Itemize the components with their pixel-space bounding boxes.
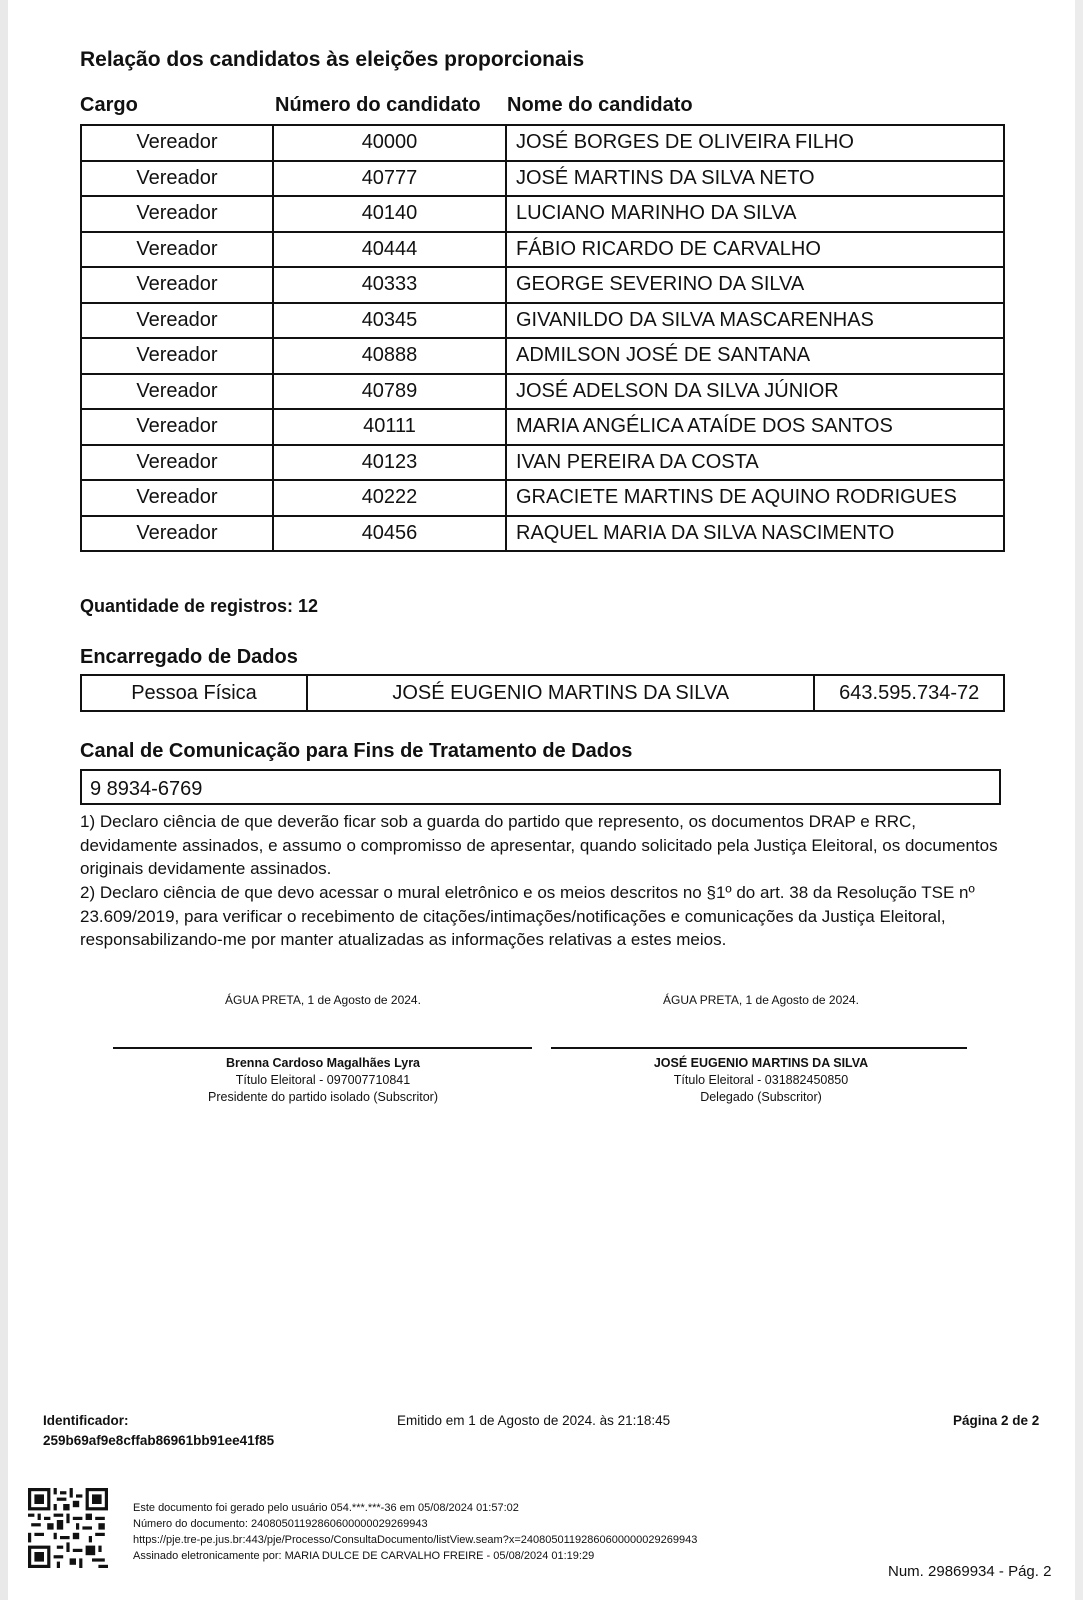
candidate-nome: JOSÉ ADELSON DA SILVA JÚNIOR xyxy=(506,374,1004,410)
candidate-nome: GRACIETE MARTINS DE AQUINO RODRIGUES xyxy=(506,480,1004,516)
table-row xyxy=(81,196,1004,232)
table-row xyxy=(81,232,1004,268)
column-header-numero: Número do candidato xyxy=(275,94,481,116)
qr-code-icon xyxy=(28,1488,108,1568)
candidate-numero: 40789 xyxy=(273,374,506,410)
candidate-nome: GEORGE SEVERINO DA SILVA xyxy=(506,267,1004,303)
signer-role-left: Presidente do partido isolado (Subscritor) xyxy=(208,1090,438,1104)
identificador-label: Identificador: xyxy=(43,1413,129,1428)
signer-role-right: Delegado (Subscritor) xyxy=(700,1090,822,1104)
candidate-nome: FÁBIO RICARDO DE CARVALHO xyxy=(506,232,1004,268)
candidate-cargo: Vereador xyxy=(81,445,273,481)
canal-heading: Canal de Comunicação para Fins de Tratamento de Dados xyxy=(80,740,633,762)
table-row xyxy=(81,303,1004,339)
table-row xyxy=(81,445,1004,481)
place-date-right: ÁGUA PRETA, 1 de Agosto de 2024. xyxy=(663,993,859,1007)
record-count: Quantidade de registros: 12 xyxy=(80,596,319,616)
candidate-numero: 40333 xyxy=(273,267,506,303)
candidate-cargo: Vereador xyxy=(81,374,273,410)
candidate-nome: JOSÉ MARTINS DA SILVA NETO xyxy=(506,161,1004,197)
table-row xyxy=(81,480,1004,516)
candidate-numero: 40444 xyxy=(273,232,506,268)
candidate-numero: 40777 xyxy=(273,161,506,197)
candidate-cargo: Vereador xyxy=(81,125,273,161)
candidate-numero: 40000 xyxy=(273,125,506,161)
scan-edge-left xyxy=(0,0,8,1600)
candidate-numero: 40456 xyxy=(273,516,506,552)
table-row xyxy=(81,409,1004,445)
signer-name-left: Brenna Cardoso Magalhães Lyra xyxy=(225,1056,421,1070)
footer-url: https://pje.tre-pe.jus.br:443/pje/Processo/ConsultaDocumento/listView.seam?x=24080501192860600000029269943 xyxy=(133,1534,698,1546)
candidate-cargo: Vereador xyxy=(81,267,273,303)
signer-titulo-right: Título Eleitoral - 031882450850 xyxy=(673,1073,849,1087)
signature-line-left xyxy=(113,1047,532,1049)
table-row xyxy=(81,161,1004,197)
table-row xyxy=(81,125,1004,161)
candidate-nome: ADMILSON JOSÉ DE SANTANA xyxy=(506,338,1004,374)
table-row xyxy=(81,267,1004,303)
candidate-numero: 40111 xyxy=(273,409,506,445)
candidate-nome: LUCIANO MARINHO DA SILVA xyxy=(506,196,1004,232)
candidate-nome: GIVANILDO DA SILVA MASCARENHAS xyxy=(506,303,1004,339)
encarregado-nome: JOSÉ EUGENIO MARTINS DA SILVA xyxy=(307,675,814,711)
candidate-numero: 40222 xyxy=(273,480,506,516)
encarregado-cpf: 643.595.734-72 xyxy=(814,675,1004,711)
table-row xyxy=(81,374,1004,410)
candidate-cargo: Vereador xyxy=(81,161,273,197)
signature-block-left xyxy=(113,1055,533,1106)
canal-value: 9 8934-6769 xyxy=(80,769,1001,805)
candidate-nome: JOSÉ BORGES DE OLIVEIRA FILHO xyxy=(506,125,1004,161)
emitido-text: Emitido em 1 de Agosto de 2024. às 21:18:45 xyxy=(397,1413,671,1428)
encarregado-heading: Encarregado de Dados xyxy=(80,646,298,668)
candidate-numero: 40123 xyxy=(273,445,506,481)
scan-edge-right xyxy=(1075,0,1083,1600)
candidate-cargo: Vereador xyxy=(81,196,273,232)
candidate-nome: RAQUEL MARIA DA SILVA NASCIMENTO xyxy=(506,516,1004,552)
table-row xyxy=(81,338,1004,374)
candidate-cargo: Vereador xyxy=(81,338,273,374)
candidate-numero: 40888 xyxy=(273,338,506,374)
candidate-cargo: Vereador xyxy=(81,480,273,516)
signer-name-right: JOSÉ EUGENIO MARTINS DA SILVA xyxy=(653,1056,869,1070)
candidate-cargo: Vereador xyxy=(81,409,273,445)
candidates-table xyxy=(80,124,1005,552)
candidate-numero: 40345 xyxy=(273,303,506,339)
signer-titulo-left: Título Eleitoral - 097007710841 xyxy=(235,1073,411,1087)
document-title: Relação dos candidatos às eleições proporcionais xyxy=(80,48,585,71)
encarregado-table xyxy=(80,674,1005,712)
identificador-value: 259b69af9e8cffab86961bb91ee41f85 xyxy=(43,1433,275,1448)
footer-doc-number: Número do documento: 24080501192860600000029269943 xyxy=(133,1518,428,1530)
declaration-1: 1) Declaro ciência de que deverão ficar sob a guarda do partido que represento, os documentos DRAP e RRC, devidamente assinados, e assumo o compromisso de apresentar, quando solicitado pela Justiça Eleitoral, os documentos originais devidamente assinados. xyxy=(80,812,998,878)
candidate-cargo: Vereador xyxy=(81,303,273,339)
num-page: Num. 29869934 - Pág. 2 xyxy=(888,1563,1052,1580)
footer-signed-by: Assinado eletronicamente por: MARIA DULCE DE CARVALHO FREIRE - 05/08/2024 01:19:29 xyxy=(133,1550,595,1562)
encarregado-row xyxy=(81,675,1004,711)
candidate-cargo: Vereador xyxy=(81,516,273,552)
column-header-nome: Nome do candidato xyxy=(507,94,693,116)
candidate-numero: 40140 xyxy=(273,196,506,232)
signature-block-right xyxy=(551,1055,971,1106)
encarregado-tipo: Pessoa Física xyxy=(81,675,307,711)
candidate-cargo: Vereador xyxy=(81,232,273,268)
page-indicator: Página 2 de 2 xyxy=(953,1413,1040,1428)
candidate-nome: MARIA ANGÉLICA ATAÍDE DOS SANTOS xyxy=(506,409,1004,445)
table-row xyxy=(81,516,1004,552)
place-date-left: ÁGUA PRETA, 1 de Agosto de 2024. xyxy=(225,993,421,1007)
candidate-nome: IVAN PEREIRA DA COSTA xyxy=(506,445,1004,481)
footer-generated-by: Este documento foi gerado pelo usuário 054.***.***-36 em 05/08/2024 01:57:02 xyxy=(133,1502,519,1514)
declaration-2: 2) Declaro ciência de que devo acessar o mural eletrônico e os meios descritos no §1º do art. 38 da Resolução TSE nº 23.609/2019, para verificar o recebimento de citações/intimações/notificações e comunicações da Justiça Eleitoral, responsabilizando-me por manter atualizadas as informações relativas a estes meios. xyxy=(80,883,975,949)
column-header-cargo: Cargo xyxy=(80,94,138,116)
signature-line-right xyxy=(551,1047,967,1049)
